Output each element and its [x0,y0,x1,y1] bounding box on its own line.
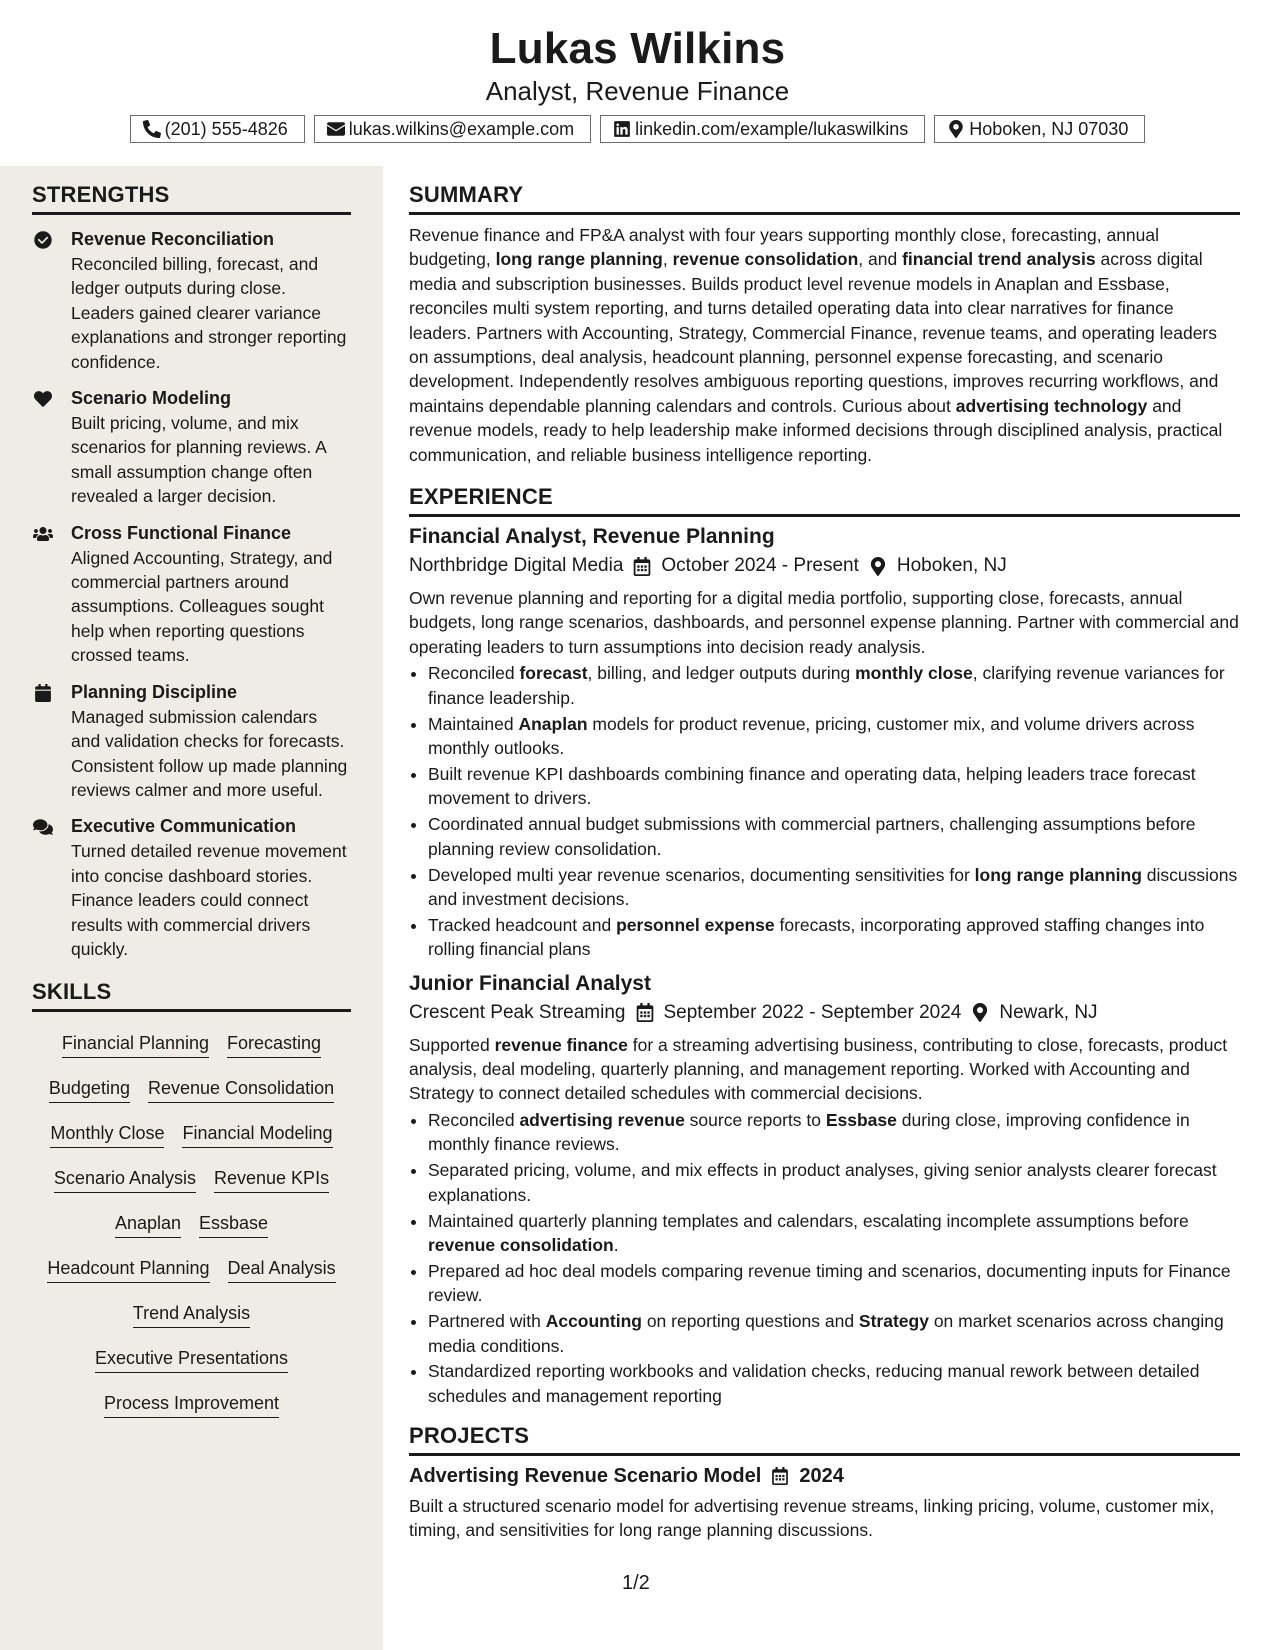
skill-tag: Headcount Planning [47,1247,209,1292]
job-description: Own revenue planning and reporting for a digital media portfolio, supporting close, forecasts, annual budgets, long range scenarios, dashboards, and personnel expense planning. Partner with commercial and operating leaders to turn assumptions into decision ready analysis. [409,588,1239,657]
check-circle-icon [32,230,54,250]
sidebar [0,166,383,1650]
bullet-item: • Maintained quarterly planning templates and calendars, escalating incomplete assumptions before revenue consolidation. [428,1209,1240,1258]
company-name: Northbridge Digital Media [409,555,624,577]
experience-heading: EXPERIENCE [409,483,1240,517]
bullet-item: • Prepared ad hoc deal models comparing revenue timing and scenarios, documenting inputs for Finance review. [428,1259,1240,1308]
bullet-item: • Maintained Anaplan models for product revenue, pricing, customer mix, and volume drivers across monthly outlooks. [428,712,1240,761]
skill-tag: Monthly Close [50,1112,164,1157]
linkedin-icon [613,120,631,138]
strength-item [32,521,351,668]
strength-desc: Turned detailed revenue movement into concise dashboard stories. Finance leaders could connect results with commercial drivers quickly. [71,841,347,959]
projects-heading: PROJECTS [409,1422,1240,1456]
bullet-item: • Partnered with Accounting on reporting questions and Strategy on market scenarios across changing media conditions. [428,1309,1240,1358]
map-marker-icon [869,557,887,575]
resume-header [0,0,1275,143]
strength-item [32,386,351,509]
bullet-item: • Tracked headcount and personnel expense forecasts, incorporating approved staffing changes into rolling financial plans [428,913,1240,962]
contact-phone[interactable] [130,115,305,143]
strengths-heading: STRENGTHS [32,181,351,215]
summary-heading: SUMMARY [409,181,1240,215]
strength-name: Planning Discipline [71,681,238,702]
strength-name: Scenario Modeling [71,388,232,409]
job-title: Junior Financial Analyst [409,971,651,995]
job-bullets [409,1108,1240,1408]
calendar-icon [32,683,54,703]
location-text: Hoboken, NJ 07030 [969,119,1129,139]
skill-tag: Trend Analysis [32,1292,351,1337]
job-bullets [409,661,1240,961]
calendar-icon [771,1467,789,1485]
strength-name: Revenue Reconciliation [71,229,275,249]
job-meta [409,999,1240,1027]
users-icon [32,524,54,544]
contact-location [934,115,1145,143]
map-marker-icon [971,1004,989,1022]
strength-desc: Managed submission calendars and validation checks for forecasts. Consistent follow up made planning reviews calmer and more useful. [71,706,348,800]
calendar-icon [633,557,651,575]
strength-name: Executive Communication [71,816,297,837]
company-name: Crescent Peak Streaming [409,1001,626,1023]
bullet-item: • Standardized reporting workbooks and validation checks, reducing manual rework between detailed schedules and management reporting [428,1359,1240,1408]
skill-tag: Revenue Consolidation [148,1067,334,1112]
job-description: Supported revenue finance for a streaming advertising business, contributing to close, forecasts, product analysis, deal modeling, quarterly planning, and management reporting. Worked with Accounting and Strategy to connect detailed schedules with commercial decisions. [409,1034,1228,1104]
project-title: Advertising Revenue Scenario Model [409,1464,762,1487]
job-location: Hoboken, NJ [896,555,1007,577]
skills-heading: SKILLS [32,978,351,1012]
strength-desc: Aligned Accounting, Strategy, and commercial partners around assumptions. Colleagues sought help when reporting questions crossed teams. [71,547,333,666]
contact-linkedin[interactable] [600,115,925,143]
skill-tag: Forecasting [227,1022,321,1067]
skills-list [32,1022,351,1427]
candidate-title: Analyst, Revenue Finance [485,76,790,106]
phone-icon [143,120,161,138]
skill-tag: Process Improvement [32,1382,351,1427]
comments-icon [32,817,54,837]
job-title: Financial Analyst, Revenue Planning [409,525,775,549]
skill-tag: Deal Analysis [228,1247,336,1292]
skill-tag: Essbase [199,1202,268,1247]
skill-tag: Financial Planning [62,1022,209,1067]
heart-icon [32,389,54,409]
envelope-icon [327,120,345,138]
contact-email[interactable] [314,115,591,143]
project-description: Built a structured scenario model for advertising revenue streams, linking pricing, volume, customer mix, timing, and sensitivities for long range planning discussions. [409,1495,1215,1541]
bullet-item: • Developed multi year revenue scenarios, documenting sensitivities for long range planning discussions and investment decisions. [428,863,1240,912]
bullet-item: • Reconciled advertising revenue source reports to Essbase during close, improving confidence in monthly finance reviews. [428,1108,1240,1157]
strength-desc: Built pricing, volume, and mix scenarios for planning reviews. A small assumption change often revealed a larger decision. [71,413,326,507]
calendar-icon [636,1004,654,1022]
bullet-item: • Built revenue KPI dashboards combining finance and operating data, helping leaders trace forecast movement to drivers. [428,762,1240,811]
contact-bar [0,115,1275,143]
main-content [409,166,1240,1543]
project-title-row [409,1462,1240,1490]
candidate-name: Lukas Wilkins [489,24,786,73]
bullet-item: • Separated pricing, volume, and mix effects in product analyses, giving senior analysts clearer forecast explanations. [428,1158,1240,1207]
strength-desc: Reconciled billing, forecast, and ledger outputs during close. Leaders gained clearer variance explanations and stronger reporting confidence. [71,254,347,372]
job-dates: October 2024 - Present [661,555,859,577]
strength-item [32,227,351,374]
skill-tag: Financial Modeling [182,1112,332,1157]
strength-item [32,680,351,803]
summary-text: Revenue finance and FP&A analyst with four years supporting monthly close, forecasting, annual budgeting, long range planning, revenue consolidation, and financial trend analysis across digital media and subscription businesses. Builds product level revenue models in Anaplan and Essbase, reconciles multi system reporting, and turns detailed operating data into clear narratives for finance leaders. Partners with Accounting, Strategy, Commercial Finance, revenue teams, and operating leaders on assumptions, deal analysis, headcount planning, personnel expense forecasting, and scenario development. Independently resolves ambiguous reporting questions, improves recurring workflows, and maintains dependable planning calendars and controls. Curious about advertising technology and revenue models, ready to help leadership make informed decisions through disciplined analysis, practical communication, and reliable business intelligence reporting. [409,225,1223,465]
skill-tag: Scenario Analysis [54,1157,196,1202]
map-marker-icon [947,120,965,138]
skill-tag: Anaplan [115,1202,181,1247]
page-number: 1/2 [622,1572,650,1594]
project-year: 2024 [799,1464,844,1487]
strength-name: Cross Functional Finance [71,522,292,543]
email-text: lukas.wilkins@example.com [348,119,575,139]
phone-text: (201) 555-4826 [164,119,288,139]
strength-item [32,814,351,961]
job-meta [409,552,1240,580]
skill-tag: Revenue KPIs [214,1157,329,1202]
job-location: Newark, NJ [999,1001,1098,1023]
bullet-item: • Coordinated annual budget submissions with commercial partners, challenging assumptions before planning review consolidation. [428,812,1240,861]
bullet-item: • Reconciled forecast, billing, and ledger outputs during monthly close, clarifying revenue variances for finance leadership. [428,661,1240,710]
skill-tag: Budgeting [49,1067,130,1112]
linkedin-text: linkedin.com/example/lukaswilkins [635,119,909,139]
job-dates: September 2022 - September 2024 [663,1001,962,1023]
job-entry [409,970,1240,1409]
job-entry [409,523,1240,962]
skill-tag: Executive Presentations [32,1337,351,1382]
